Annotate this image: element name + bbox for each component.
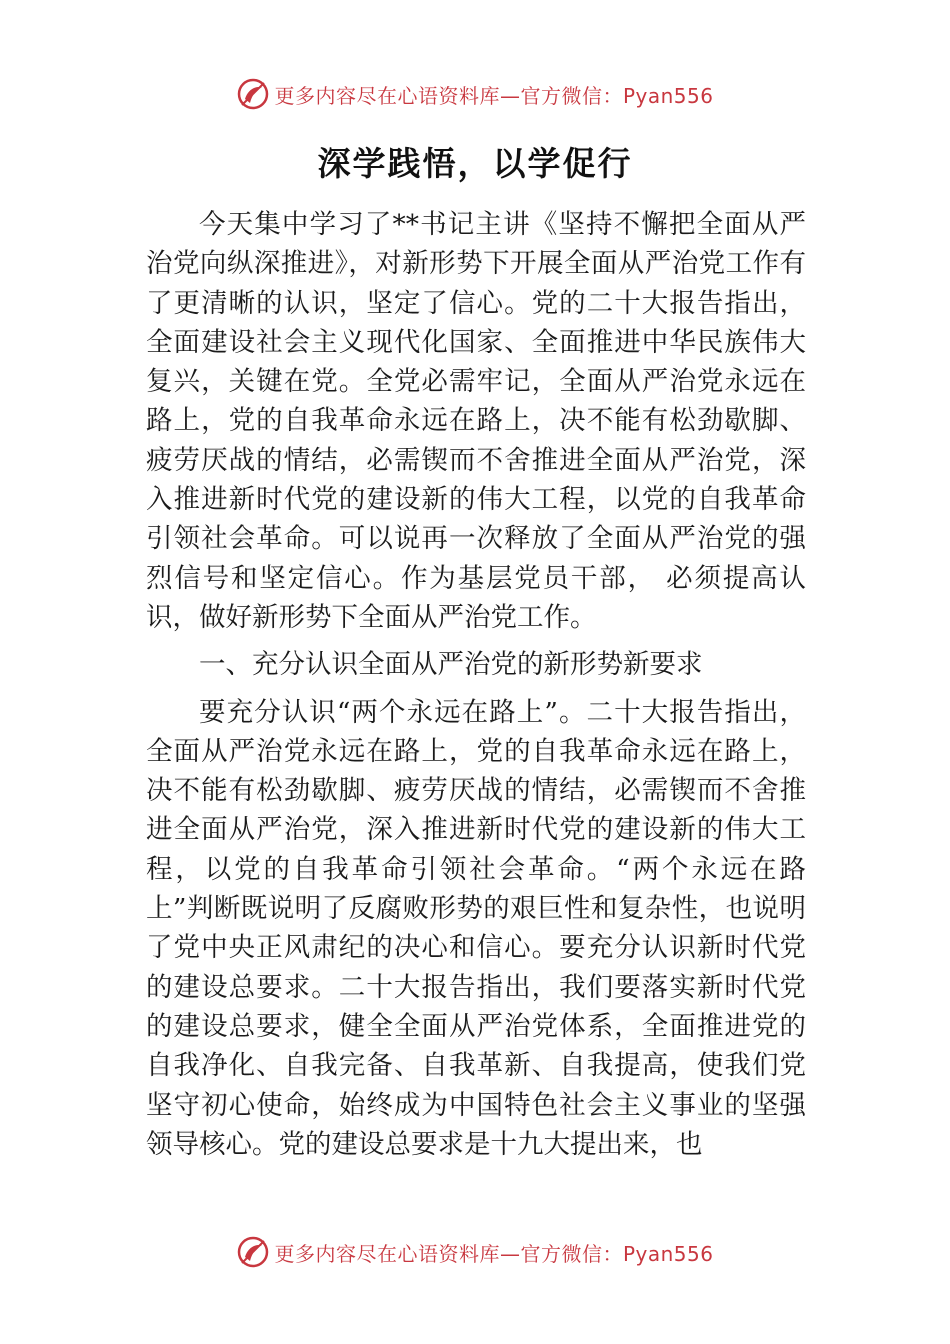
logo-icon <box>236 1235 270 1269</box>
paragraph-section-1: 要充分认识“两个永远在路上”。二十大报告指出，全面从严治党永远在路上，党的自我革命永远在路上，决不能有松劲歇脚、疲劳厌战的情结，必需锲而不舍推进全面从严治党，深入推进新时代党的建设新的伟大工程，以党的自我革命引领社会革命。“两个永远在路上”判断既说明了反腐败形势的艰巨性和复杂性，也说明了党中央正风肃纪的决心和信心。要充分认识新时代党的建设总要求。二十大报告指出，我们要落实新时代党的建设总要求，健全全面从严治党体系，全面推进党的自我净化、自我完备、自我革新、自我提高，使我们党坚守初心使命，始终成为中国特色社会主义事业的坚强领导核心。党的建设总要求是十九大提出来，也 <box>146 696 806 1160</box>
footer-banner-text: 更多内容尽在心语资料库—官方微信：Pyan556 <box>274 1241 714 1266</box>
paragraph-intro: 今天集中学习了**书记主讲《坚持不懈把全面从严治党向纵深推进》，对新形势下开展全面从严治党工作有了更清晰的认识，坚定了信心。党的二十大报告指出，全面建设社会主义现代化国家、全面推进中华民族伟大复兴，关键在党。全党必需牢记，全面从严治党永远在路上，党的自我革命永远在路上，决不能有松劲歇脚、疲劳厌战的情结，必需锲而不舍推进全面从严治党，深入推进新时代党的建设新的伟大工程，以党的自我革命引领社会革命。可以说再一次释放了全面从严治党的强烈信号和坚定信心。作为基层党员干部， 必须提高认识，做好新形势下全面从严治党工作。 <box>146 209 806 633</box>
logo-icon <box>236 77 270 111</box>
footer-banner <box>0 1232 950 1272</box>
header-banner-text: 更多内容尽在心语资料库—官方微信：Pyan556 <box>274 83 714 108</box>
document-body <box>146 205 806 1164</box>
header-banner <box>0 74 950 114</box>
section-heading-1: 一、充分认识全面从严治党的新形势新要求 <box>199 649 703 681</box>
document-title: 深学践悟，以学促行 <box>317 144 633 183</box>
